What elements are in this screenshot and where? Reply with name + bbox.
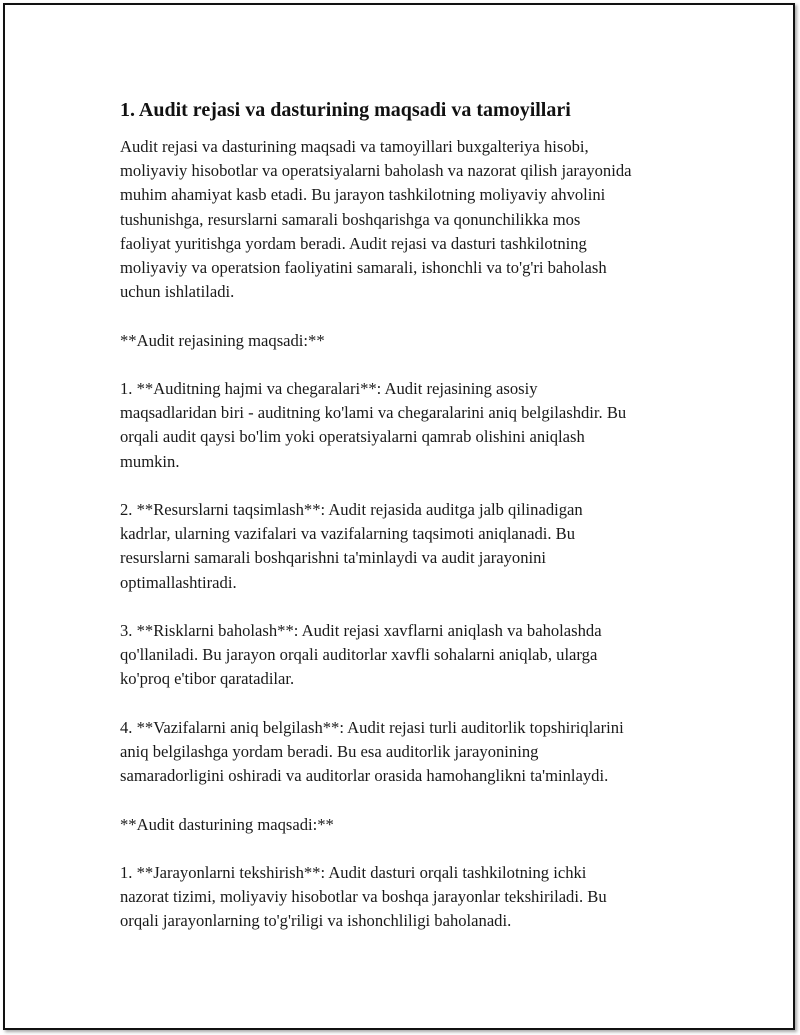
paragraph-line: 1. **Jarayonlarni tekshirish**: Audit dasturi orqali tashkilotning ichki	[120, 862, 587, 882]
paragraph	[120, 329, 700, 353]
paragraph-line: uchun ishlatiladi.	[120, 282, 235, 302]
paragraph-line: maqsadlaridan biri - auditning ko'lami va chegaralarini aniq belgilashdir. Bu	[120, 403, 627, 423]
paragraph-line: faoliyat yuritishga yordam beradi. Audit rejasi va dasturi tashkilotning	[120, 233, 587, 253]
paragraph	[120, 498, 700, 595]
paragraph-line: 1. **Auditning hajmi va chegaralari**: Audit rejasining asosiy	[120, 379, 538, 398]
paragraph-line: ko'proq e'tibor qaratadilar.	[120, 669, 295, 689]
paragraph	[120, 377, 700, 474]
paragraph-line: moliyaviy va operatsion faoliyatini samarali, ishonchli va to'g'ri baholash	[120, 258, 607, 278]
paragraph	[120, 813, 700, 837]
paragraph-line: optimallashtiradi.	[120, 572, 237, 592]
paragraph-line: 2. **Resurslarni taqsimlash**: Audit rejasida auditga jalb qilinadigan	[120, 500, 583, 519]
paragraph-line: **Audit dasturining maqsadi:**	[120, 814, 334, 834]
paragraph-line: qo'llaniladi. Bu jarayon orqali auditorlar xavfli sohalarni aniqlab, ularga	[120, 645, 598, 665]
paragraph	[120, 135, 700, 304]
paragraph-line: Audit rejasi va dasturining maqsadi va tamoyillari buxgalteriya hisobi,	[120, 137, 589, 156]
paragraph-line: 3. **Risklarni baholash**: Audit rejasi xavflarni aniqlash va baholashda	[120, 621, 602, 640]
paragraph-line: resurslarni samarali boshqarishni ta'minlaydi va audit jarayonini	[120, 548, 547, 568]
paragraph-line: kadrlar, ularning vazifalari va vazifalarning taqsimoti aniqlanadi. Bu	[120, 524, 576, 544]
document-body	[120, 97, 700, 958]
paragraph-line: muhim ahamiyat kasb etadi. Bu jarayon tashkilotning moliyaviy ahvolini	[120, 185, 606, 205]
paragraph-line: mumkin.	[120, 451, 180, 471]
paragraph	[120, 716, 700, 789]
paragraph-line: aniq belgilashga yordam beradi. Bu esa auditorlik jarayonining	[120, 742, 539, 761]
paragraph-line: orqali jarayonlarning to'g'riligi va ishonchliligi baholanadi.	[120, 911, 512, 931]
paragraph	[120, 861, 700, 934]
paragraph-list	[120, 135, 700, 934]
paragraph-line: nazorat tizimi, moliyaviy hisobotlar va boshqa jarayonlar tekshiriladi. Bu	[120, 887, 607, 907]
document-title: 1. Audit rejasi va dasturining maqsadi va tamoyillari	[120, 99, 571, 121]
document-page	[3, 3, 795, 1030]
paragraph-line: moliyaviy hisobotlar va operatsiyalarni baholash va nazorat qilish jarayonida	[120, 161, 632, 181]
paragraph-line: **Audit rejasining maqsadi:**	[120, 330, 325, 350]
paragraph-line: 4. **Vazifalarni aniq belgilash**: Audit rejasi turli auditorlik topshiriqlarini	[120, 717, 624, 737]
paragraph	[120, 619, 700, 692]
paragraph-line: samaradorligini oshiradi va auditorlar orasida hamohanglikni ta'minlaydi.	[120, 766, 609, 786]
paragraph-line: tushunishga, resurslarni samarali boshqarishga va qonunchilikka mos	[120, 209, 581, 229]
paragraph-line: orqali audit qaysi bo'lim yoki operatsiyalarni qamrab olishini aniqlash	[120, 427, 585, 447]
